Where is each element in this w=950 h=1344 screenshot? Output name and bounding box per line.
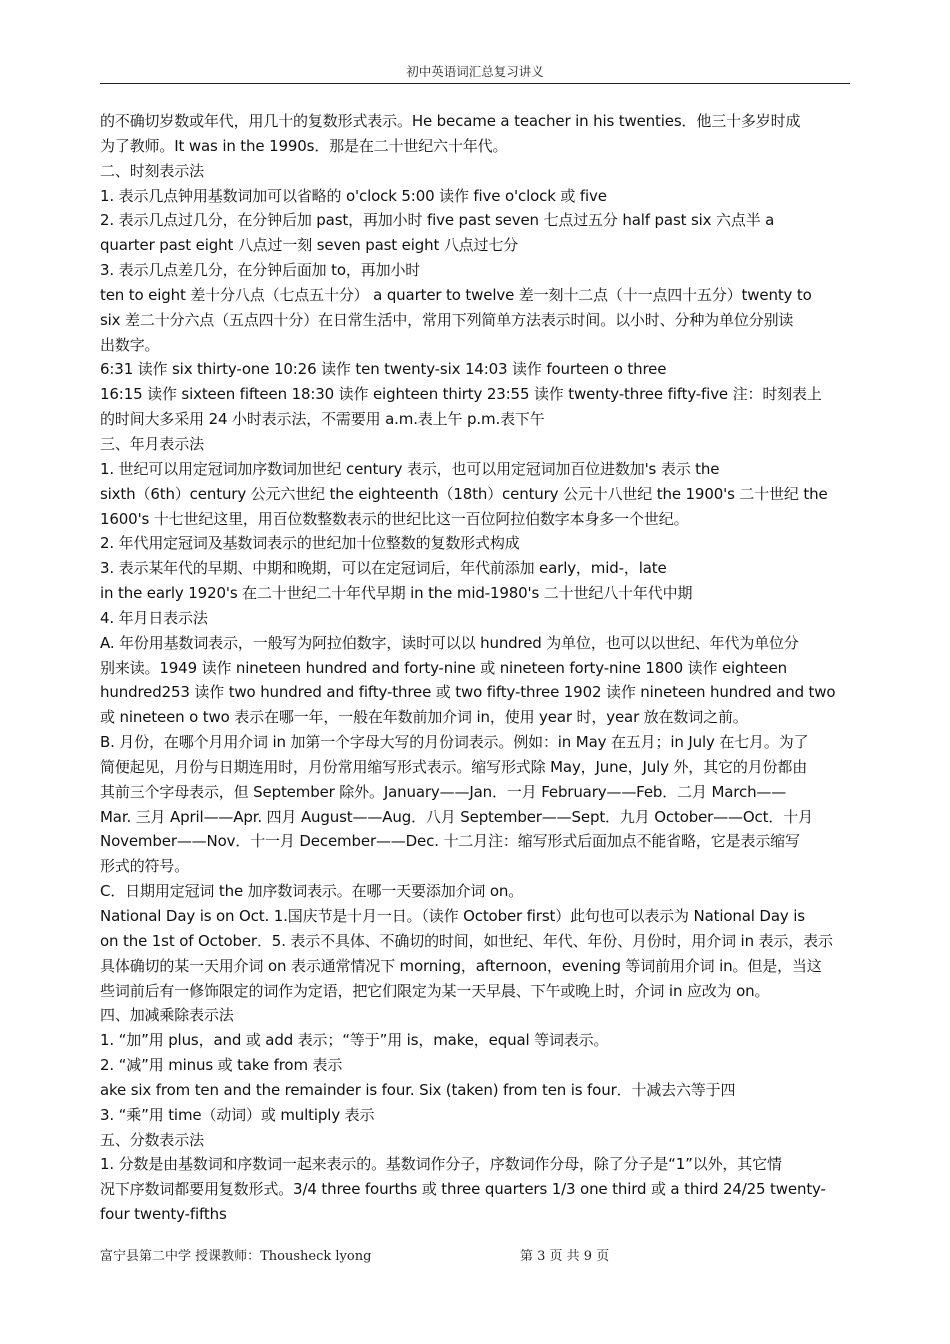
text-line: quarter past eight 八点过一刻 seven past eight 八点过七分 xyxy=(100,236,519,255)
text-line: 4. 年月日表示法 xyxy=(100,608,208,627)
text-line: 2. “减”用 minus 或 take from 表示 xyxy=(100,1056,343,1075)
text-line: A. 年份用基数词表示，一般写为阿拉伯数字，读时可以以 hundred 为单位，也可以以世纪、年代为单位分 xyxy=(100,633,799,652)
text-line: 3. 表示几点差几分，在分钟后面加 to，再加小时 xyxy=(100,261,421,280)
text-line: National Day is on Oct. 1.国庆节是十月一日。（读作 October first）此句也可以表示为 National Day is xyxy=(100,907,805,925)
footer-page-number: 第 3 页 共 9 页 xyxy=(520,1249,610,1264)
text-line: 16:15 读作 sixteen fifteen 18:30 读作 eighteen thirty 23:55 读作 twenty-three fifty-five 注：时刻表上 xyxy=(100,385,822,404)
text-line: C．日期用定冠词 the 加序数词表示。在哪一天要添加介词 on。 xyxy=(100,882,524,901)
text-line: hundred253 读作 two hundred and fifty-three 或 two fifty-three 1902 读作 nineteen hundred and two xyxy=(100,683,836,702)
text-line: 别来读。1949 读作 nineteen hundred and forty-nine 或 nineteen forty-nine 1800 读作 eighteen xyxy=(100,658,788,677)
text-line: 1. 表示几点钟用基数词加可以省略的 o'clock 5:00 读作 five o'clock 或 five xyxy=(100,186,607,205)
text-line: Mar. 三月 April——Apr. 四月 August——Aug．八月 September——Sept．九月 October——Oct．十月 xyxy=(100,807,813,826)
text-line: 些词前后有一修饰限定的词作为定语，把它们限定为某一天早晨、下午或晚上时，介词 in 应改为 on。 xyxy=(100,981,770,1000)
text-line: in the early 1920's 在二十世纪二十年代早期 in the mid-1980's 二十世纪八十年代中期 xyxy=(100,584,693,603)
document-body xyxy=(100,109,852,1227)
text-line: ake six from ten and the remainder is four. Six (taken) from ten is four．十减去六等于四 xyxy=(100,1080,736,1099)
text-line: 1600's 十七世纪这里，用百位数整数表示的世纪比这一百位阿拉伯数字本身多一个世纪。 xyxy=(100,509,689,528)
text-line: 2. 表示几点过几分，在分钟后加 past，再加小时 five past seven 七点过五分 half past six 六点半 a xyxy=(100,211,775,230)
text-line: sixth（6th）century 公元六世纪 the eighteenth（18th）century 公元十八世纪 the 1900's 二十世纪 the xyxy=(100,484,828,503)
text-line: B. 月份，在哪个月用介词 in 加第一个字母大写的月份词表示。例如：in May 在五月；in July 在七月。为了 xyxy=(100,733,809,752)
text-line: 3. “乘”用 time（动词）或 multiply 表示 xyxy=(100,1105,375,1124)
text-line: 二、时刻表示法 xyxy=(100,161,204,180)
text-line: 为了教师。It was in the 1990s．那是在二十世纪六十年代。 xyxy=(100,136,508,155)
text-line: 1. “加”用 plus，and 或 add 表示；“等于”用 is，make，equal 等词表示。 xyxy=(100,1031,609,1050)
text-line: 出数字。 xyxy=(100,335,160,354)
text-line: 1. 世纪可以用定冠词加序数词加世纪 century 表示，也可以用定冠词加百位进数加's 表示 the xyxy=(100,459,720,478)
text-line: on the 1st of October．5. 表示不具体、不确切的时间，如世纪、年代、年份、月份时，用介词 in 表示，表示 xyxy=(100,931,833,950)
page-header-title: 初中英语词汇总复习讲义 xyxy=(406,64,544,79)
text-line: ten to eight 差十分八点（七点五十分） a quarter to twelve 差一刻十二点（十一点四十五分）twenty to xyxy=(100,285,812,304)
text-line: 2. 年代用定冠词及基数词表示的世纪加十位整数的复数形式构成 xyxy=(100,534,520,553)
text-line: 的不确切岁数或年代，用几十的复数形式表示。He became a teacher in his twenties．他三十多岁时成 xyxy=(100,112,801,130)
text-line: 1. 分数是由基数词和序数词一起来表示的。基数词作分子，序数词作分母，除了分子是“1”以外，其它情 xyxy=(100,1155,782,1174)
text-line: 具体确切的某一天用介词 on 表示通常情况下 morning，afternoon，evening 等词前用介词 in。但是，当这 xyxy=(100,956,822,975)
text-line: six 差二十分六点（五点四十分）在日常生活中，常用下列简单方法表示时间。以小时、分种为单位分别读 xyxy=(100,310,794,329)
footer-school-teacher: 富宁县第二中学 授课教师：Thousheck lyong xyxy=(100,1249,372,1264)
text-line: 况下序数词都要用复数形式。3/4 three fourths 或 three quarters 1/3 one third 或 a third 24/25 twenty- xyxy=(100,1180,826,1199)
text-line: 形式的符号。 xyxy=(100,857,190,876)
text-line: 简便起见，月份与日期连用时，月份常用缩写形式表示。缩写形式除 May，June，July 外，其它的月份都由 xyxy=(100,757,808,776)
text-line: 3. 表示某年代的早期、中期和晚期，可以在定冠词后，年代前添加 early，mid-，late xyxy=(100,559,667,578)
text-line: 三、年月表示法 xyxy=(100,434,204,453)
text-line: 其前三个字母表示，但 September 除外。January——Jan．一月 February——Feb．二月 March—— xyxy=(100,782,787,801)
text-line: 五、分数表示法 xyxy=(100,1130,204,1149)
text-line: 6:31 读作 six thirty-one 10:26 读作 ten twenty-six 14:03 读作 fourteen o three xyxy=(100,360,667,379)
text-line: 四、加减乘除表示法 xyxy=(100,1006,234,1025)
text-line: November——Nov．十一月 December——Dec. 十二月注：缩写形式后面加点不能省略，它是表示缩写 xyxy=(100,832,800,851)
text-line: 或 nineteen o two 表示在哪一年，一般在年数前加介词 in，使用 year 时，year 放在数词之前。 xyxy=(100,708,748,727)
header-divider xyxy=(100,83,850,84)
text-line: 的时间大多采用 24 小时表示法，不需要用 a.m.表上午 p.m.表下午 xyxy=(100,410,545,429)
text-line: four twenty-fifths xyxy=(100,1205,227,1224)
